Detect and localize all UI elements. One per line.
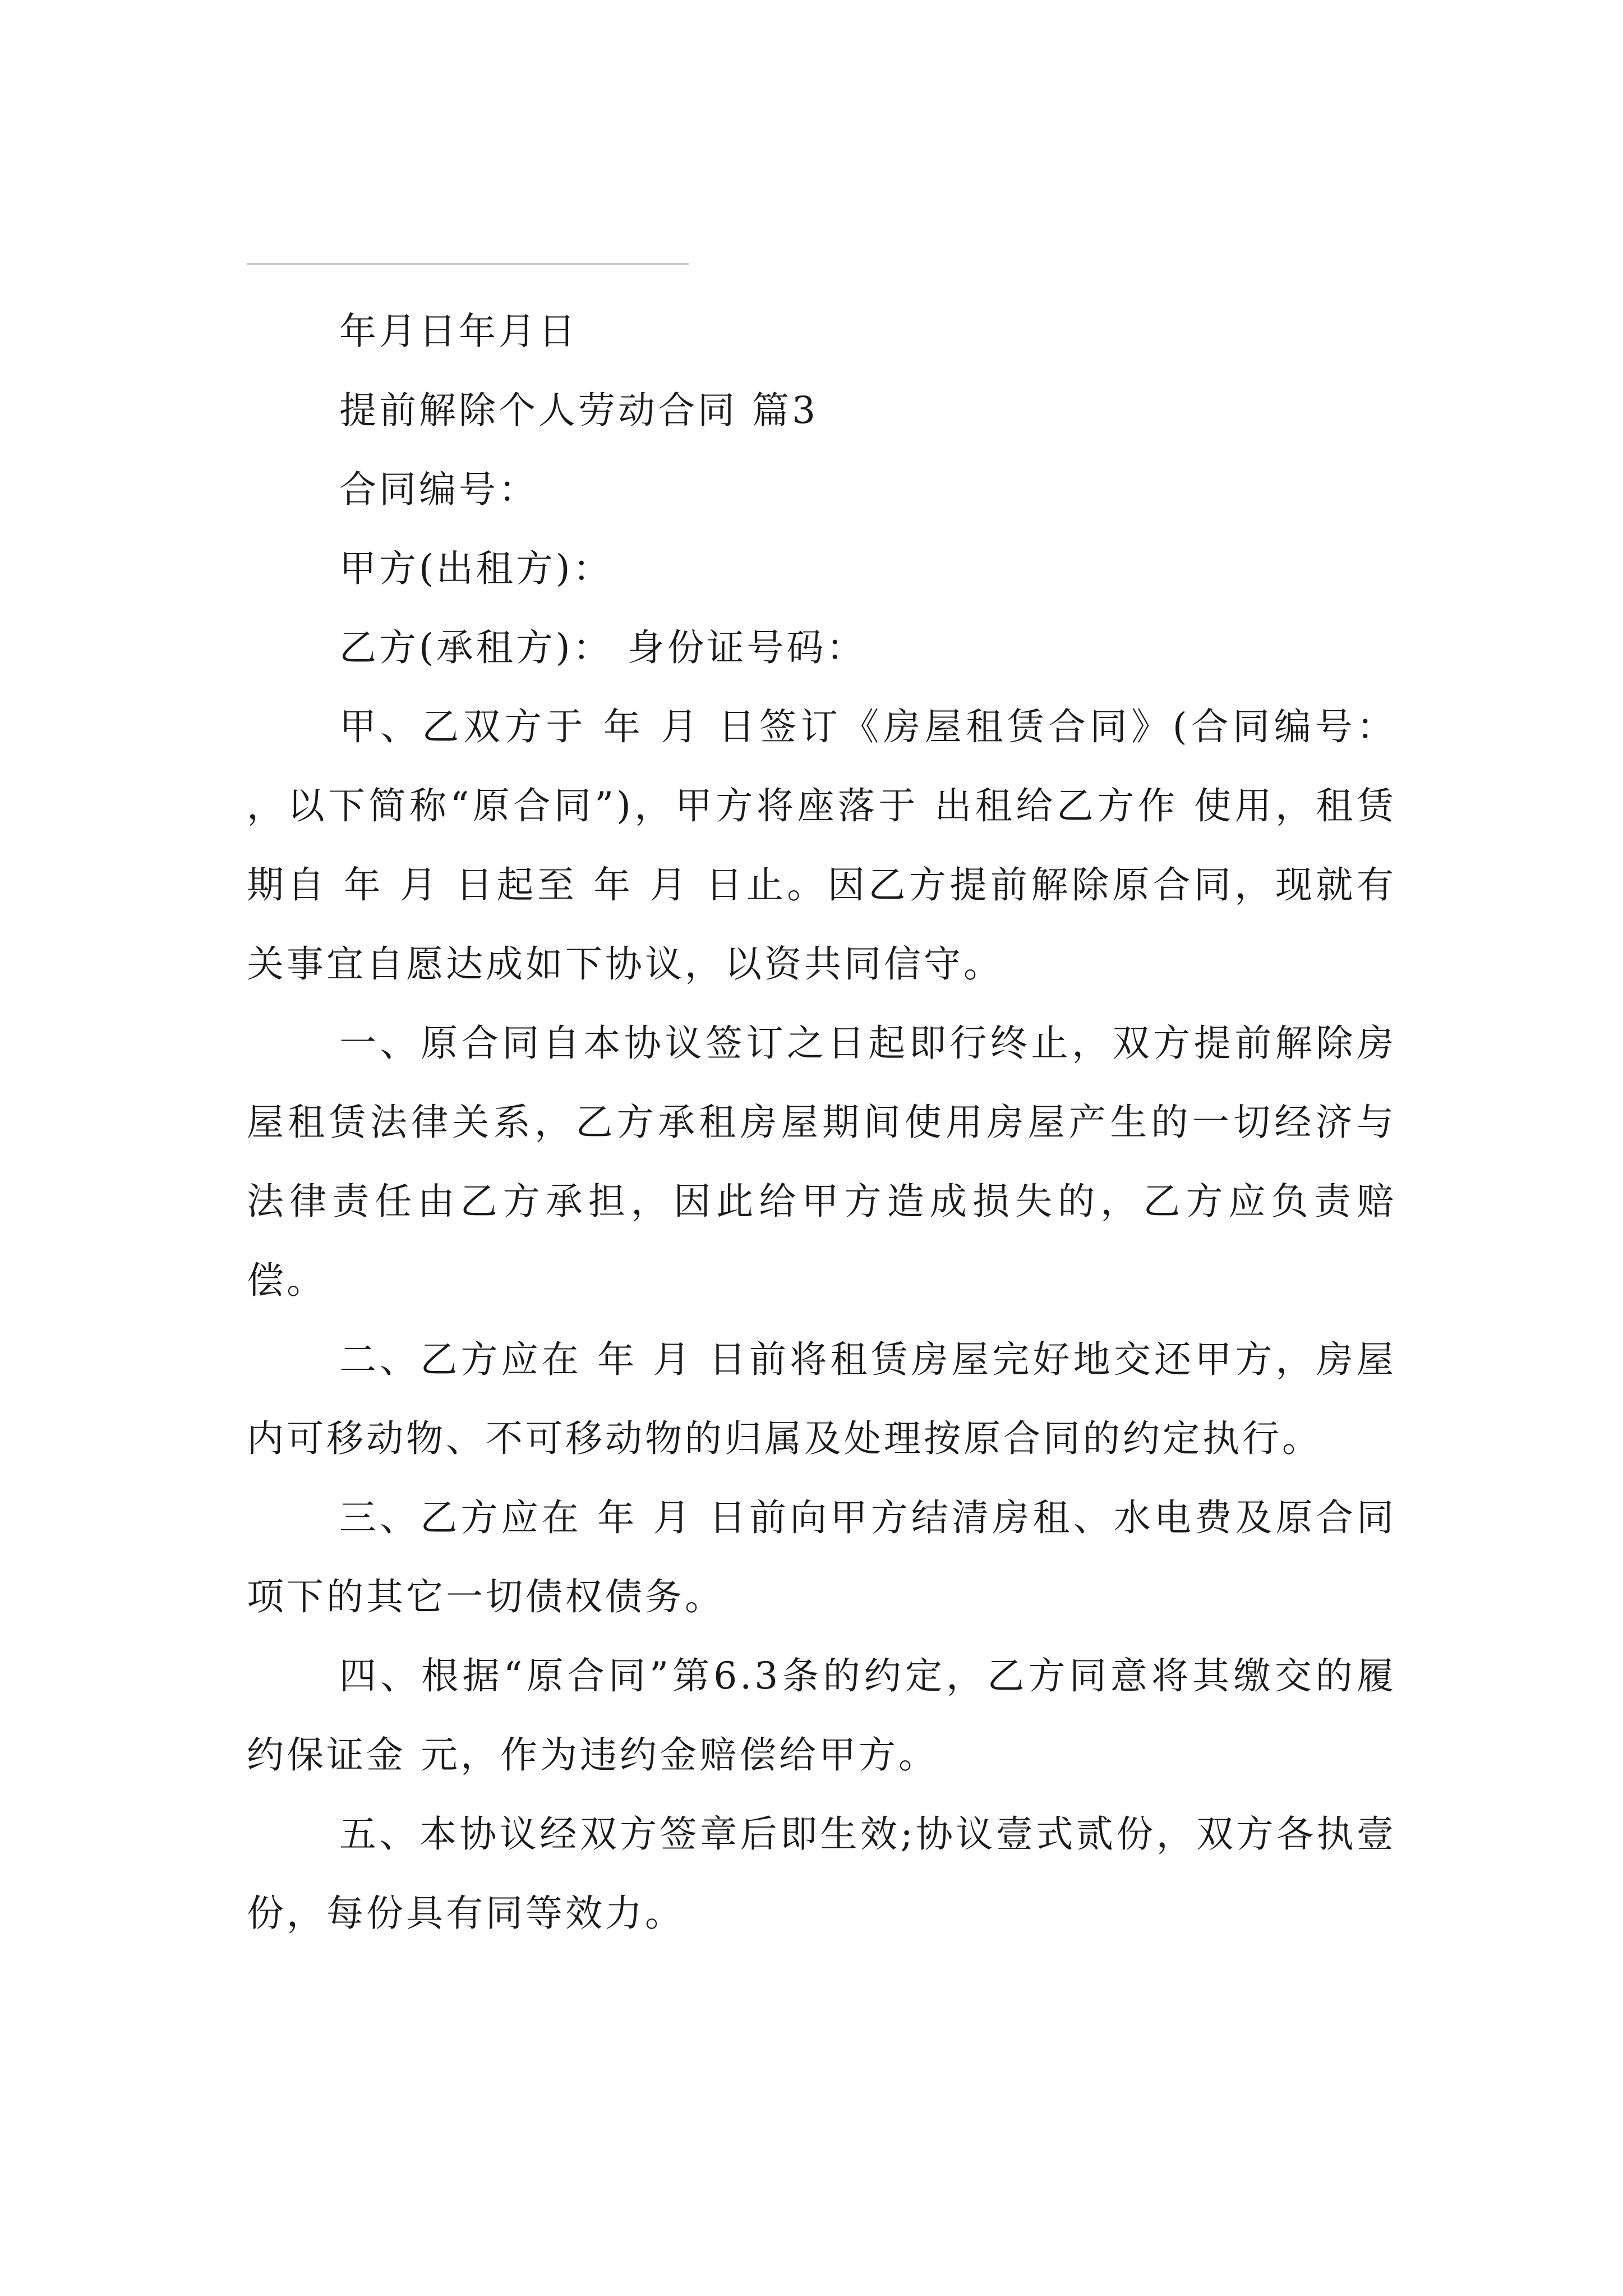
party-b-field: 乙方(承租方)： 身份证号码： xyxy=(339,626,866,669)
document-body xyxy=(247,292,1396,1953)
party-a-field: 甲方(出租方)： xyxy=(339,547,613,590)
contract-number-field: 合同编号： xyxy=(339,468,538,511)
document-title: 提前解除个人劳动合同 篇3 xyxy=(339,389,818,432)
preamble-paragraph: 甲、乙双方于 年 月 日签订《房屋租赁合同》(合同编号： ，以下简称“原合同”)，甲方将座落于 出租给乙方作 使用，租赁期自 年 月 日起至 年 月 日止。因乙方提前解除原合同，现就有关事宜自愿达成如下协议，以资共同信守。 xyxy=(247,705,1396,986)
clause-5: 五、本协议经双方签章后即生效;协议壹式贰份，双方各执壹份，每份具有同等效力。 xyxy=(247,1812,1396,1935)
header-divider xyxy=(247,263,689,265)
clause-3: 三、乙方应在 年 月 日前向甲方结清房租、水电费及原合同项下的其它一切债权债务。 xyxy=(247,1496,1396,1618)
clause-4: 四、根据“原合同”第6.3条的约定，乙方同意将其缴交的履约保证金 元，作为违约金赔偿给甲方。 xyxy=(247,1654,1396,1777)
clause-1: 一、原合同自本协议签订之日起即行终止，双方提前解除房屋租赁法律关系，乙方承租房屋期间使用房屋产生的一切经济与法律责任由乙方承担，因此给甲方造成损失的，乙方应负责赔偿。 xyxy=(247,1022,1396,1302)
date-line: 年月日年月日 xyxy=(339,310,578,353)
clause-2: 二、乙方应在 年 月 日前将租赁房屋完好地交还甲方，房屋内可移动物、不可移动物的归属及处理按原合同的约定执行。 xyxy=(247,1338,1396,1460)
